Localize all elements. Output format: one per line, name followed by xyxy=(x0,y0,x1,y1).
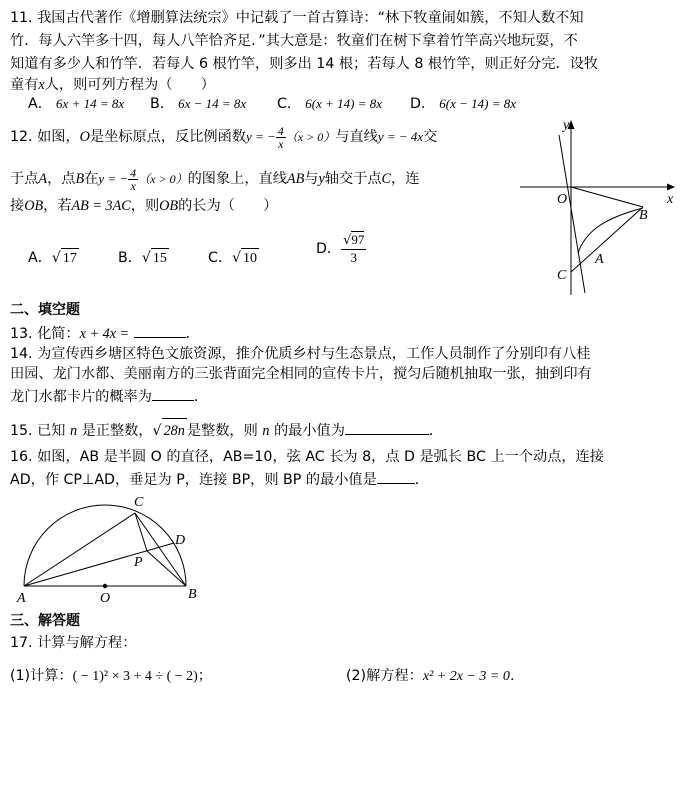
q11-option-d: D． 6(x − 14) = 8x xyxy=(410,96,517,112)
q11-option-a: A． 6x + 14 = 8x xyxy=(28,96,125,112)
graph-label-a: A xyxy=(595,252,604,267)
q16-line1: 16. 如图，AB 是半圆 O 的直径，AB=10，弦 AC 长为 8，点 D 是弧长 BC 上一个动点，连接 xyxy=(10,449,604,465)
q15: 15. 已知 n 是正整数，√ 28n 是整数，则 n 的最小值为 ． xyxy=(10,418,443,443)
q11-line4: 童有x人，则可列方程为（ ） xyxy=(10,77,215,93)
q14-line2: 田园、龙门水都、美丽南方的三张背面完全相同的宣传卡片，搅匀后随机抽取一张，抽到印有 xyxy=(10,366,592,382)
section-fill-in-heading: 二、填空题 xyxy=(10,302,80,318)
q12-option-b: B．√ 15 xyxy=(118,248,169,269)
q14-line3: 龙门水都卡片的概率为 ． xyxy=(10,385,208,407)
fig-label-p: P xyxy=(134,555,143,570)
q13: 13. 化简：x + 4x = ． xyxy=(10,322,200,344)
q11-line1: 11. 我国古代著作《增删算法统宗》中记载了一首古算诗：“林下牧童闹如簇，不知人数不知 xyxy=(10,10,584,26)
graph-label-y: y xyxy=(563,118,570,133)
q16-answer-blank[interactable] xyxy=(377,468,415,484)
q14-answer-blank[interactable] xyxy=(152,385,194,401)
q12-graph xyxy=(515,115,682,300)
fig-label-o: O xyxy=(100,591,111,606)
section-solve-heading: 三、解答题 xyxy=(10,613,80,629)
q12-line2: 于点A，点B在y = − $\frac{4}{x}$ （x > 0）的图象上，直线AB与y轴交于点C，连 xyxy=(10,165,420,193)
q17-part2: (2)解方程：x² + 2x − 3 = 0． xyxy=(346,668,524,684)
q17-part1: (1)计算：( − 1)² × 3 + 4 ÷ ( − 2)； xyxy=(10,668,212,684)
fig-label-a: A xyxy=(17,591,26,606)
graph-label-o: O xyxy=(557,192,568,207)
q11-line3: 知道有多少人和竹竿．若每人 6 根竹竿，则多出 14 根；若每人 8 根竹竿，则正好分完．设牧 xyxy=(10,56,599,72)
q11-line2: 竹．每人六竿多十四，每人八竿恰齐足．”其大意是：牧童们在树下拿着竹竿高兴地玩耍，不 xyxy=(10,33,578,49)
graph-label-c: C xyxy=(557,268,567,283)
q16-figure xyxy=(10,490,210,610)
q12-fraction: $\frac{4}{x}$ xyxy=(277,123,284,151)
q15-answer-blank[interactable] xyxy=(345,419,429,435)
fig-label-c: C xyxy=(134,495,144,510)
q14-line1: 14. 为宣传西乡塘区特色文旅资源，推介优质乡村与生态景点，工作人员制作了分别印有八桂 xyxy=(10,346,591,362)
q12-option-a: A．√ 17 xyxy=(28,248,79,269)
q12-line3: 接OB，若AB = 3AC，则OB的长为（ ） xyxy=(10,198,278,214)
graph-label-x: x xyxy=(667,192,674,207)
q17-title: 17. 计算与解方程： xyxy=(10,635,137,651)
graph-label-b: B xyxy=(639,208,648,223)
fig-label-b: B xyxy=(188,587,197,602)
q11-option-b: B． 6x − 14 = 8x xyxy=(150,96,247,112)
fig-label-d: D xyxy=(175,533,186,548)
q12-line1: 12. 如图，O是坐标原点，反比例函数y = − $\frac{4}{x}$ （x > 0）与直线y = − 4x交 xyxy=(10,123,438,151)
q13-answer-blank[interactable] xyxy=(134,322,186,338)
q11-option-c: C． 6(x + 14) = 8x xyxy=(277,96,382,112)
q12-option-d: D． $\frac{√97}{3}$ xyxy=(316,232,365,265)
q12-option-c: C．√ 10 xyxy=(208,248,259,269)
q16-line2: AD，作 CP⊥AD，垂足为 P，连接 BP，则 BP 的最小值是 ． xyxy=(10,468,429,490)
